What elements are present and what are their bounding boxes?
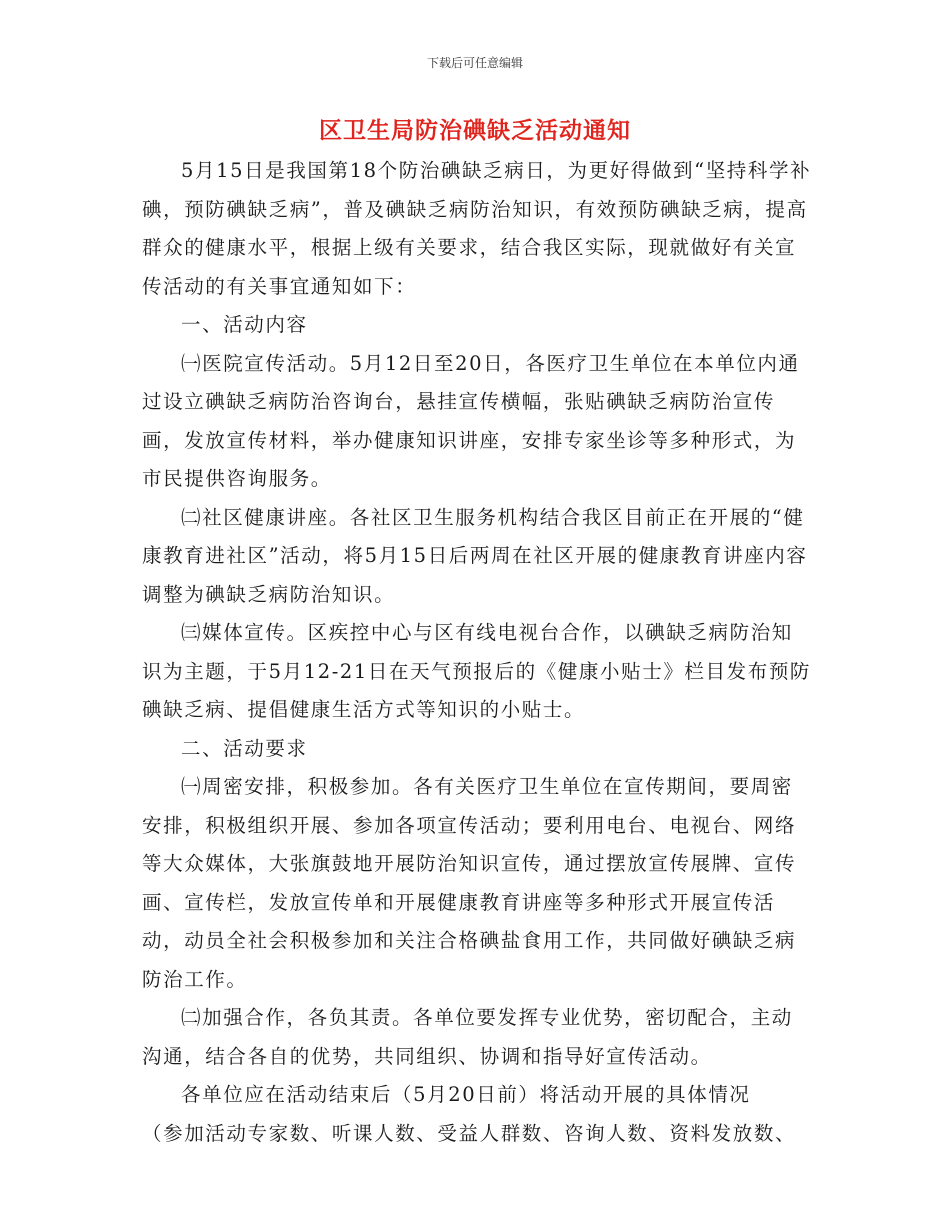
document-body <box>142 152 812 1153</box>
paragraph-media-publicity: ㈢媒体宣传。区疾控中心与区有线电视台合作，以碘缺乏病防治知识为主题，于5月12-21日在天气预报后的《健康小贴士》栏目发布预防碘缺乏病、提倡健康生活方式等知识的小贴士。 <box>142 621 812 721</box>
paragraph-report-items: （参加活动专家数、听课人数、受益人群数、咨询人数、资料发放数、 <box>142 1121 797 1145</box>
paragraph-report-deadline: 各单位应在活动结束后（5月20日前）将活动开展的具体情况 <box>181 1083 751 1106</box>
paragraph-strengthen-cooperation: ㈡加强合作，各负其责。各单位要发挥专业优势，密切配合，主动沟通，结合各自的优势，共同组织、协调和指导好宣传活动。 <box>142 1006 793 1068</box>
section-heading-activity-content: 一、活动内容 <box>181 313 308 336</box>
paragraph-community-lectures: ㈡社区健康讲座。各社区卫生服务机构结合我区目前正在开展的“健康教育进社区”活动，将5月15日后两周在社区开展的健康教育讲座内容调整为碘缺乏病防治知识。 <box>142 505 808 606</box>
document-title: 区卫生局防治碘缺乏活动通知 <box>319 118 631 144</box>
section-heading-activity-requirements: 二、活动要求 <box>181 736 308 760</box>
intro-paragraph: 5月15日是我国第18个防治碘缺乏病日，为更好得做到“坚持科学补碘，预防碘缺乏病”，普及碘缺乏病防治知识，有效预防碘缺乏病，提高群众的健康水平，根据上级有关要求，结合我区实际，现就做好有关宣传活动的有关事宜通知如下： <box>142 159 812 298</box>
paragraph-careful-arrangement: ㈠周密安排，积极参加。各有关医疗卫生单位在宣传期间，要周密安排，积极组织开展、参加各项宣传活动；要利用电台、电视台、网络等大众媒体，大张旗鼓地开展防治知识宣传，通过摆放宣传展牌、宣传画、宣传栏，发放宣传单和开展健康教育讲座等多种形式开展宣传活动，动员全社会积极参加和关注合格碘盐食用工作，共同做好碘缺乏病防治工作。 <box>142 775 797 991</box>
page-header: 下载后可任意编辑 <box>426 56 523 70</box>
paragraph-hospital-publicity: ㈠医院宣传活动。5月12日至20日，各医疗卫生单位在本单位内通过设立碘缺乏病防治咨询台，悬挂宣传横幅，张贴碘缺乏病防治宣传画，发放宣传材料，举办健康知识讲座，安排专家坐诊等多种形式，为市民提供咨询服务。 <box>142 351 800 490</box>
